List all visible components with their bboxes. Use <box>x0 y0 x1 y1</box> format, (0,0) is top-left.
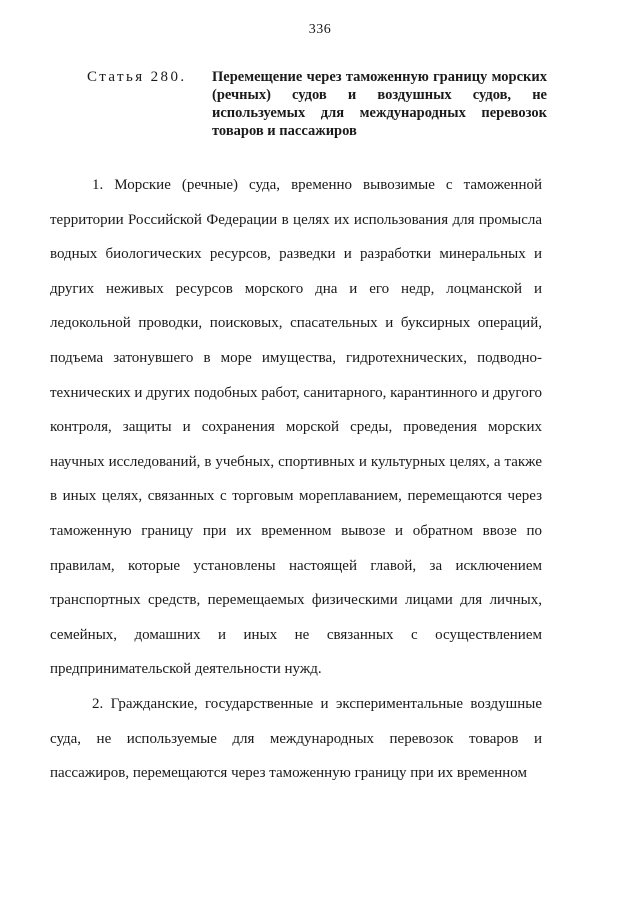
paragraph-2: 2. Гражданские, государственные и экспериментальные воздушные суда, не используемые для международных перевозок товаров и пассажиров, перемещаются через таможенную границу при их временном <box>50 695 542 782</box>
paragraph-1: 1. Морские (речные) суда, временно вывозимые с таможенной территории Российской Федерации в целях их использования для промысла водных биологических ресурсов, разведки и разработки минеральных и других неживых ресурсов морского дна и его недр, лоцманской и ледокольной проводки, поисковых, спасательных и буксирных операций, подъема затонувшего в море имущества, гидротехнических, подводно-технических и других подобных работ, санитарного, карантинного и другого контроля, защиты и сохранения морской среды, проведения морских научных исследований, в учебных, спортивных и культурных целях, а также в иных целях, связанных с торговым мореплаванием, перемещаются через таможенную границу при их временном вывозе и обратном ввозе по правилам, которые установлены настоящей главой, за исключением транспортных средств, перемещаемых физическими лицами для личных, семейных, домашних и иных не связанных с осуществлением предпринимательской деятельности нужд. <box>50 177 542 678</box>
article-body <box>50 168 542 791</box>
article-heading <box>87 68 547 140</box>
article-title: Перемещение через таможенную границу морских (речных) судов и воздушных судов, не используемых для международных перевозок товаров и пассажиров <box>212 69 547 139</box>
page-number: 336 <box>308 22 332 37</box>
article-label: Статья 280. <box>87 69 187 85</box>
